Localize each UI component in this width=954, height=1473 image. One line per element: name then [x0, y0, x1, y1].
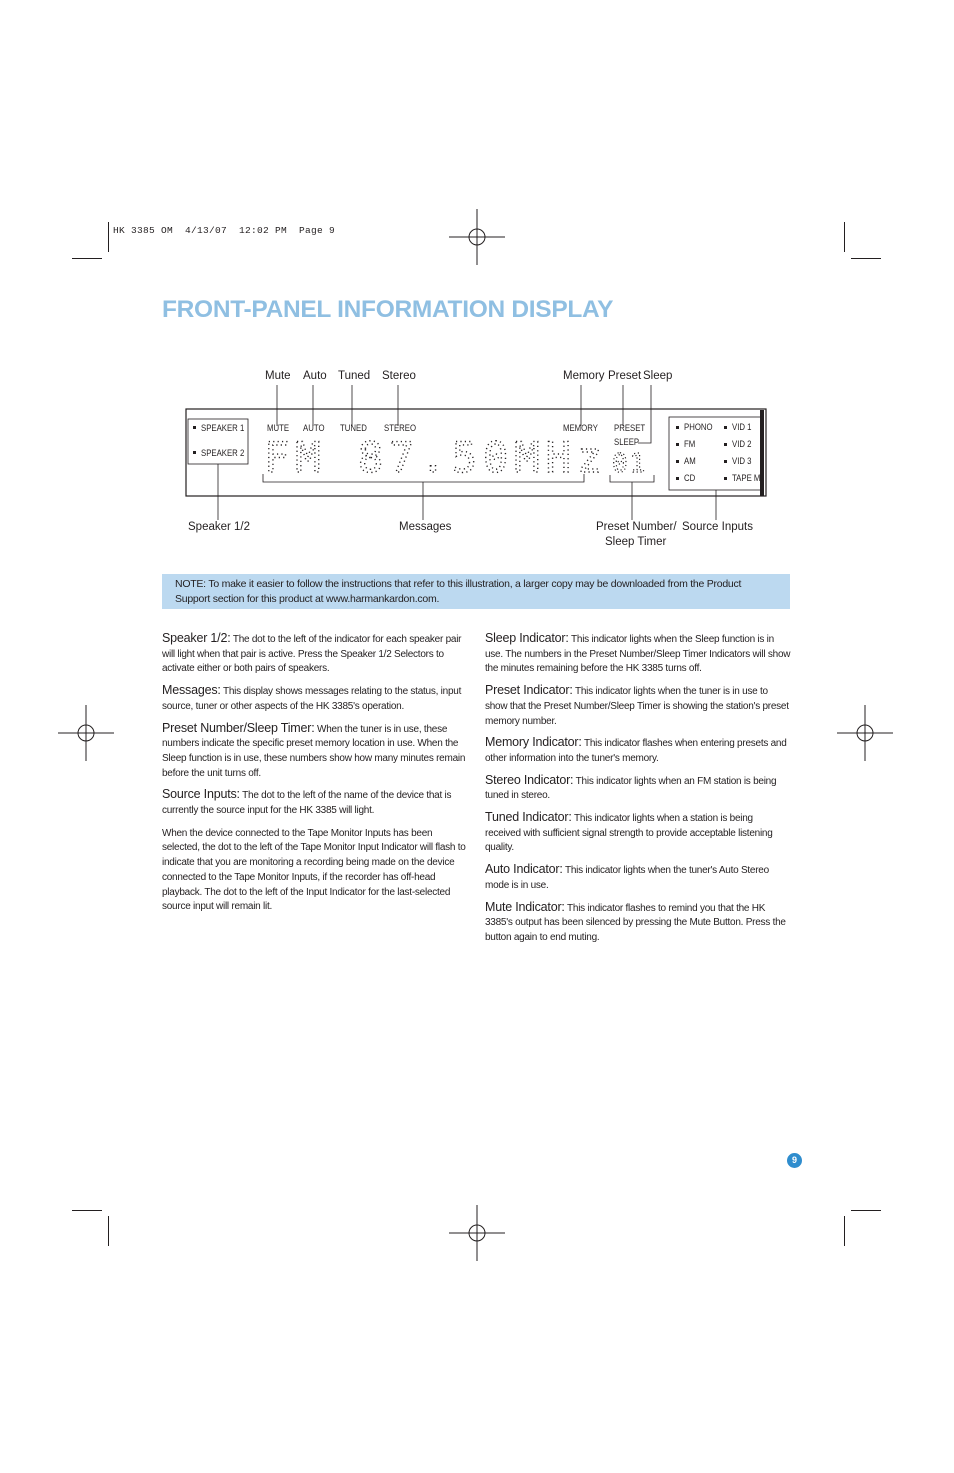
paragraph-mute: Mute Indicator: This indicator flashes to remind you that the HK 3385's output has been silenced by pressing the Mute Button. Press the button again to end muting. — [485, 899, 786, 943]
callout-tuned: Tuned — [338, 370, 371, 382]
note-text — [175, 577, 775, 606]
lcd-preset-digits: 01 — [612, 449, 648, 479]
lcd-source-am: AM — [684, 456, 696, 467]
registration-mark-right — [837, 705, 893, 761]
lcd-tuned: TUNED — [340, 423, 367, 434]
page-title: FRONT-PANEL INFORMATION DISPLAY — [162, 296, 614, 323]
left-column — [162, 631, 468, 921]
right-column — [485, 631, 791, 952]
lcd-speaker1: SPEAKER 1 — [201, 423, 245, 434]
paragraph-memory: Memory Indicator: This indicator flashes when entering presets and other information into the tuner's memory. — [485, 735, 787, 764]
paragraph-tape-monitor: When the device connected to the Tape Monitor Inputs has been selected, the dot to the left of the Tape Monitor Input Indicator will flash to indicate that you are monitoring a recording being made on the device connected to the Tape Monitor Inputs, if the recorder has off-head playback. The dot to the left of the Input Indicator for the last-selected source input will remain lit. — [162, 827, 466, 913]
paragraph-preset-number: Preset Number/Sleep Timer: When the tuner is in use, these numbers indicate the specific preset memory location in use. When the Sleep function is in use, these numbers show how many minutes remain before the unit turns off. — [162, 720, 466, 779]
lcd-source-phono: PHONO — [684, 422, 713, 433]
print-slug: HK 3385 OM 4/13/07 12:02 PM Page 9 — [113, 225, 336, 236]
callout-sleep: Sleep — [643, 370, 673, 382]
front-panel-diagram — [160, 360, 800, 560]
callout-messages: Messages — [399, 521, 452, 533]
paragraph-preset: Preset Indicator: This indicator lights when the tuner is in use to show that the Preset Number/Sleep Timer is showing the station's preset memory number. — [485, 683, 789, 727]
lcd-preset: PRESET — [614, 423, 646, 434]
note-body: To make it easier to follow the instructions that refer to this illustration, a larger copy may be downloaded from the Product Support section for this product at www.harmankardon.com. — [175, 578, 742, 605]
lcd-message-text: FM 87.50MHz — [264, 433, 609, 482]
callout-mute: Mute — [265, 370, 291, 382]
note-lead: NOTE: — [175, 578, 206, 590]
callout-auto: Auto — [303, 370, 327, 382]
lcd-source-vid3: VID 3 — [732, 456, 752, 467]
paragraph-messages: Messages: This display shows messages relating to the status, input source, tuner or other aspects of the HK 3385's operation. — [162, 683, 462, 712]
callout-stereo: Stereo — [382, 370, 416, 382]
lcd-source-fm: FM — [684, 439, 696, 450]
paragraph-speaker: Speaker 1/2: The dot to the left of the indicator for each speaker pair will light when that pair is active. Press the Speaker 1/2 Selectors to activate either or both pairs of speakers. — [162, 631, 462, 675]
paragraph-auto: Auto Indicator: This indicator lights when the tuner's Auto Stereo mode is in use. — [485, 862, 769, 891]
callout-memory: Memory — [563, 370, 605, 382]
callout-preset-number: Preset Number/ — [596, 521, 677, 533]
paragraph-source-inputs: Source Inputs: The dot to the left of the name of the device that is currently the source input for the HK 3385 will light. — [162, 787, 452, 817]
registration-mark-bottom — [449, 1205, 505, 1261]
paragraph-sleep: Sleep Indicator: This indicator lights when the Sleep function is in use. The numbers in the Preset Number/Sleep Timer Indicators will show the minutes remaining before the HK 3385 turns off. — [485, 631, 791, 675]
callout-speaker: Speaker 1/2 — [188, 521, 251, 533]
lcd-source-vid1: VID 1 — [732, 422, 752, 433]
paragraph-tuned: Tuned Indicator: This indicator lights when a station is being received with sufficient signal strength to provide acceptable listening quality. — [485, 810, 773, 854]
lcd-sleep: SLEEP — [614, 437, 640, 448]
page-number-badge: 9 — [787, 1153, 802, 1168]
lcd-auto: AUTO — [303, 423, 325, 434]
lcd-mute: MUTE — [267, 423, 290, 434]
paragraph-stereo: Stereo Indicator: This indicator lights when an FM station is being tuned in stereo. — [485, 772, 777, 802]
lcd-source-vid2: VID 2 — [732, 439, 752, 450]
callout-sleep-timer: Sleep Timer — [605, 536, 667, 548]
lcd-speaker2: SPEAKER 2 — [201, 448, 245, 459]
callout-preset: Preset — [608, 370, 642, 382]
callout-source-inputs: Source Inputs — [682, 521, 753, 533]
lcd-memory: MEMORY — [563, 423, 598, 434]
registration-mark-left — [58, 705, 114, 761]
lcd-stereo: STEREO — [384, 423, 417, 434]
lcd-source-tape: TAPE M. — [732, 473, 763, 484]
registration-mark-top — [449, 209, 505, 265]
lcd-source-cd: CD — [684, 473, 696, 484]
